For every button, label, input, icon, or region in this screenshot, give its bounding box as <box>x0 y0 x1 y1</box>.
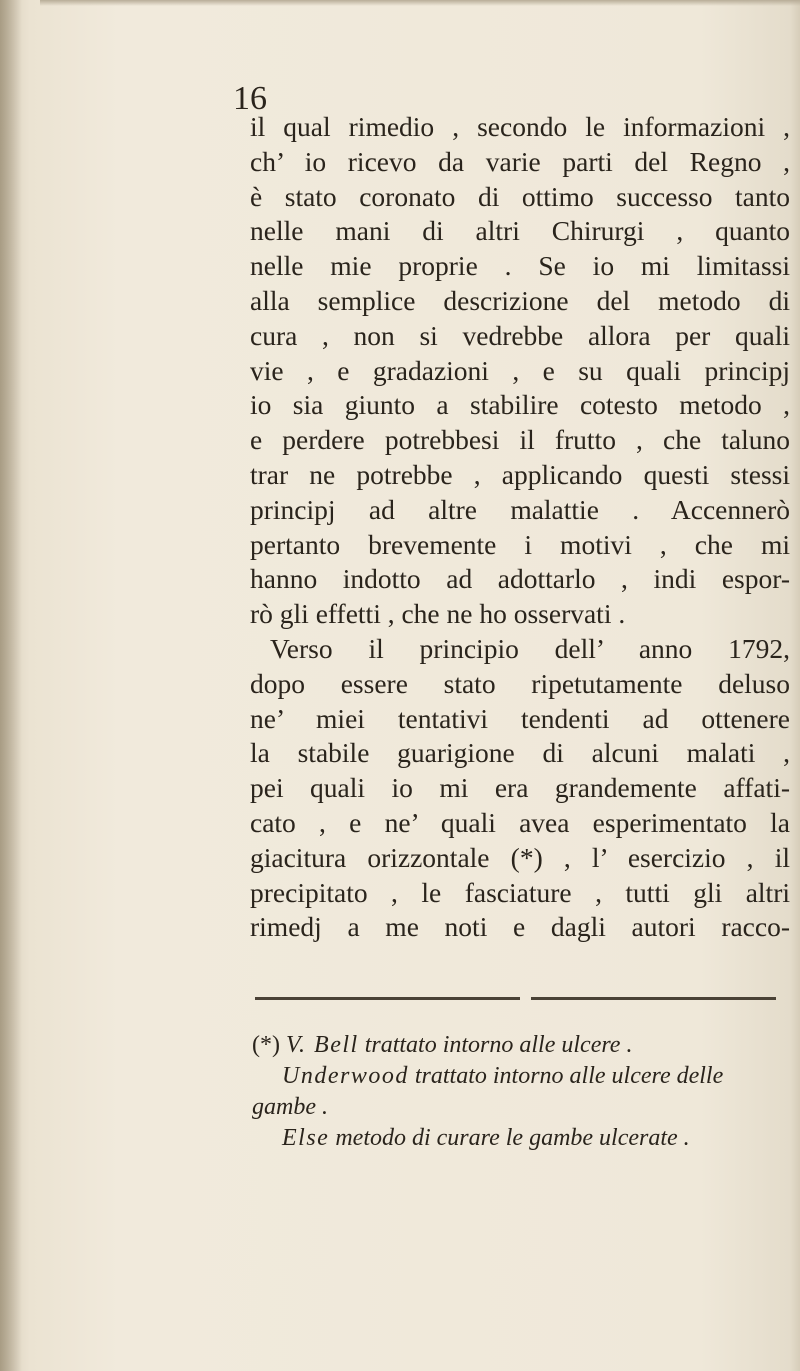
footnote-bell <box>252 1030 792 1061</box>
text-line: Verso il principio dell’ anno 1792, <box>270 632 790 664</box>
text-line: rimedj a me noti e dagli autori racco- <box>250 911 790 943</box>
footnote-title: trattato intorno alle ulcere . <box>364 1032 633 1058</box>
footnote-underwood <box>252 1061 792 1092</box>
text-line: io sia giunto a stabilire cotesto metodo , <box>250 389 790 421</box>
text-line: ch’ io ricevo da varie parti del Regno , <box>250 145 790 177</box>
text-line: nelle mie proprie . Se io mi limitassi <box>250 250 790 282</box>
footnotes <box>252 1030 792 1154</box>
text-line: precipitato , le fasciature , tutti gli altri <box>250 876 790 908</box>
main-text <box>250 110 790 945</box>
footnote-author: Underwood <box>282 1063 409 1089</box>
text-line: ne’ miei tentativi tendenti ad ottenere <box>250 702 790 734</box>
page-top-edge <box>40 0 800 6</box>
text-line: trar ne potrebbe , applicando questi stessi <box>250 458 790 490</box>
text-line: pertanto brevemente i motivi , che mi <box>250 528 790 560</box>
text-line: pei quali io mi era grandemente affati- <box>250 772 790 804</box>
footnote-title: gambe . <box>252 1094 328 1120</box>
text-line: nelle mani di altri Chirurgi , quanto <box>250 215 790 247</box>
footnote-else <box>252 1123 792 1154</box>
text-line: vie , e gradazioni , e su quali principj <box>250 354 790 386</box>
text-line: è stato coronato di ottimo successo tanto <box>250 180 790 212</box>
text-line: la stabile guarigione di alcuni malati , <box>250 737 790 769</box>
footnote-marker: (*) <box>252 1032 280 1058</box>
page-gutter-shadow <box>0 0 22 1371</box>
text-line: cato , e ne’ quali avea esperimentato la <box>250 806 790 838</box>
text-line: il qual rimedio , secondo le informazioni , <box>250 111 790 142</box>
text-line: cura , non si vedrebbe allora per quali <box>250 319 790 351</box>
text-line: giacitura orizzontale (*) , l’ esercizio , il <box>250 841 790 873</box>
footnote-divider-left <box>255 997 520 1000</box>
footnote-title: trattato intorno alle ulcere delle <box>414 1063 724 1089</box>
text-line: hanno indotto ad adottarlo , indi espor- <box>250 563 790 595</box>
page-number: 16 <box>233 80 267 117</box>
footnote-author: Else <box>282 1125 330 1151</box>
text-line: principj ad altre malattie . Accennerò <box>250 493 790 525</box>
text-line: alla semplice descrizione del metodo di <box>250 284 790 316</box>
footnote-title: metodo di curare le gambe ulcerate . <box>335 1125 690 1151</box>
text-line: rò gli effetti , che ne ho osservati . <box>250 598 626 630</box>
footnote-author: V. Bell <box>285 1032 359 1058</box>
text-line: dopo essere stato ripetutamente deluso <box>250 667 790 699</box>
text-line: e perdere potrebbesi il frutto , che taluno <box>250 424 790 456</box>
footnote-underwood-cont <box>252 1092 792 1123</box>
footnote-divider-right <box>531 997 776 1000</box>
